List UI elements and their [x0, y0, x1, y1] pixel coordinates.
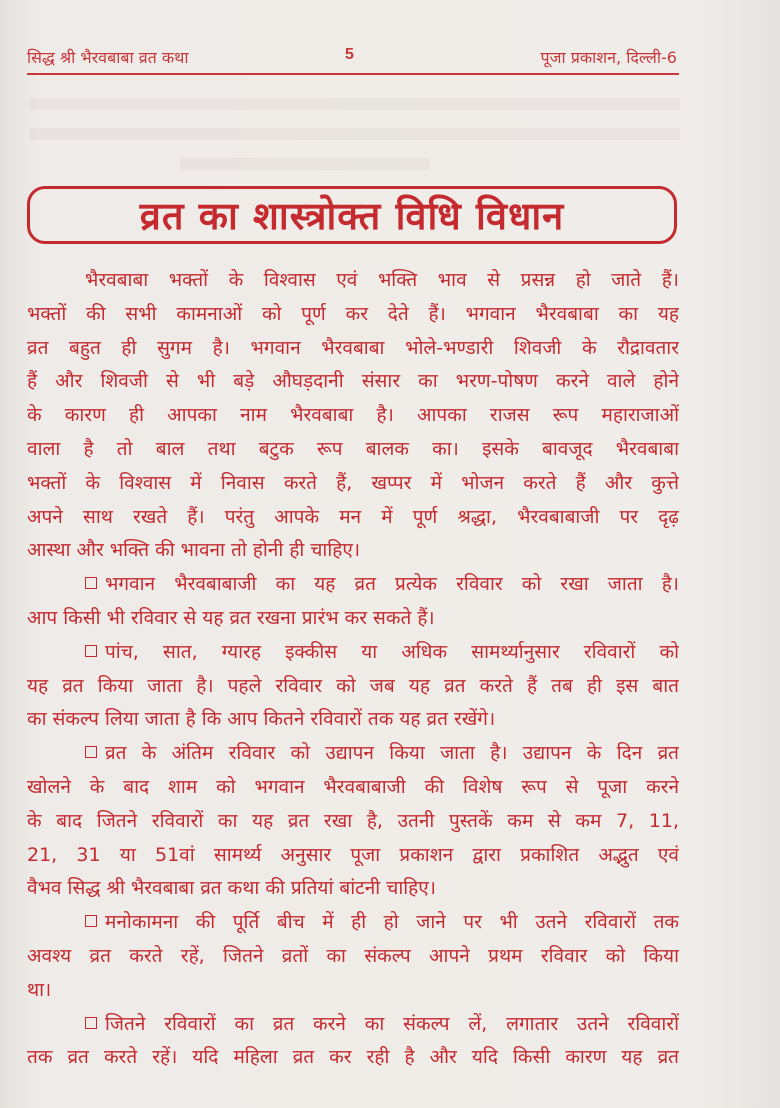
line-text: व्रत बहुत ही सुगम है। भगवान भैरवबाबा भोले-भण्डारी शिवजी के रौद्रावतार	[27, 336, 679, 359]
text-line	[27, 839, 679, 873]
line-text: जितने रविवारों का व्रत करने का संकल्प लें, लगातार उतने रविवारों	[105, 1012, 679, 1035]
line-text: वैभव सिद्ध श्री भैरवबाबा व्रत कथा की प्रतियां बांटनी चाहिए।	[27, 877, 436, 900]
paragraph	[27, 906, 679, 1007]
text-line	[27, 365, 679, 399]
square-bullet-icon	[85, 577, 97, 589]
text-line	[27, 399, 679, 433]
line-text: के बाद जितने रविवारों का यह व्रत रखा है, उतनी पुस्तकें कम से कम 7, 11,	[27, 809, 679, 832]
publisher: पूजा प्रकाशन, दिल्ली-6	[540, 48, 677, 67]
line-text: तक व्रत करते रहें। यदि महिला व्रत कर रही है और यदि किसी कारण यह व्रत	[27, 1046, 679, 1069]
show-through	[180, 158, 430, 170]
section-title: व्रत का शास्त्रोक्त विधि विधान	[27, 186, 677, 244]
text-line	[27, 568, 679, 602]
line-text: आस्था और भक्ति की भावना तो होनी ही चाहिए।	[27, 539, 361, 562]
text-line	[27, 298, 679, 332]
text-line	[27, 805, 679, 839]
text-line	[27, 872, 679, 906]
line-text: यह व्रत किया जाता है। पहले रविवार को जब यह व्रत करते हैं तब ही इस बात	[27, 674, 679, 697]
line-text: अवश्य व्रत करते रहें, जितने व्रतों का संकल्प आपने प्रथम रविवार को किया	[27, 944, 679, 967]
paragraph	[27, 636, 679, 737]
header-rule	[27, 73, 679, 75]
running-header	[27, 46, 677, 70]
line-text: था।	[27, 978, 52, 1001]
line-text: अपने साथ रखते हैं। परंतु आपके मन में पूर्ण श्रद्धा, भैरवबाबाजी पर दृढ़	[27, 505, 679, 528]
text-line	[27, 636, 679, 670]
line-text: हैं और शिवजी से भी बड़े औघड़दानी संसार का भरण-पोषण करने वाले होने	[27, 370, 679, 393]
square-bullet-icon	[85, 1017, 97, 1029]
text-line	[27, 1008, 679, 1042]
text-line	[27, 670, 679, 704]
paragraph	[27, 737, 679, 906]
text-line	[27, 974, 679, 1008]
line-text: भक्तों की सभी कामनाओं को पूर्ण कर देते हैं। भगवान भैरवबाबा का यह	[27, 302, 679, 325]
line-text: व्रत के अंतिम रविवार को उद्यापन किया जाता है। उद्यापन के दिन व्रत	[105, 742, 679, 765]
text-line	[27, 534, 679, 568]
square-bullet-icon	[85, 915, 97, 927]
text-line	[27, 737, 679, 771]
text-line	[27, 940, 679, 974]
line-text: भैरवबाबा भक्तों के विश्वास एवं भक्ति भाव से प्रसन्न हो जाते हैं।	[85, 269, 679, 291]
text-line	[27, 602, 679, 636]
text-line	[27, 467, 679, 501]
text-line	[27, 501, 679, 535]
square-bullet-icon	[85, 746, 97, 758]
text-line	[27, 264, 679, 298]
text-line	[27, 433, 679, 467]
paragraph	[27, 264, 679, 568]
line-text: 21, 31 या 51वां सामर्थ्य अनुसार पूजा प्रकाशन द्वारा प्रकाशित अद्भुत एवं	[27, 843, 679, 866]
body-text	[27, 264, 679, 1075]
line-text: के कारण ही आपका नाम भैरवबाबा है। आपका राजस रूप महाराजाओं	[27, 404, 679, 427]
line-text: का संकल्प लिया जाता है कि आप कितने रविवारों तक यह व्रत रखेंगे।	[27, 708, 496, 731]
line-text: भक्तों के विश्वास में निवास करते हैं, खप्पर में भोजन करते हैं और कुत्ते	[27, 471, 679, 494]
square-bullet-icon	[85, 645, 97, 657]
paragraph	[27, 568, 679, 636]
line-text: आप किसी भी रविवार से यह व्रत रखना प्रारंभ कर सकते हैं।	[27, 606, 435, 629]
line-text: वाला है तो बाल तथा बटुक रूप बालक का। इसके बावजूद भैरवबाबा	[27, 437, 679, 460]
book-title: सिद्ध श्री भैरवबाबा व्रत कथा	[27, 48, 189, 67]
text-line	[27, 332, 679, 366]
text-line	[27, 906, 679, 940]
line-text: खोलने के बाद शाम को भगवान भैरवबाबाजी की विशेष रूप से पूजा करने	[27, 775, 679, 798]
show-through	[30, 98, 680, 110]
line-text: पांच, सात, ग्यारह इक्कीस या अधिक सामर्थ्यानुसार रविवारों को	[105, 640, 679, 663]
line-text: मनोकामना की पूर्ति बीच में ही हो जाने पर भी उतने रविवारों तक	[105, 911, 679, 934]
text-line	[27, 1041, 679, 1075]
paragraph	[27, 1008, 679, 1076]
text-line	[27, 771, 679, 805]
line-text: भगवान भैरवबाबाजी का यह व्रत प्रत्येक रविवार को रखा जाता है।	[105, 573, 679, 596]
page-number: 5	[345, 46, 354, 63]
text-line	[27, 703, 679, 737]
show-through	[30, 128, 680, 140]
